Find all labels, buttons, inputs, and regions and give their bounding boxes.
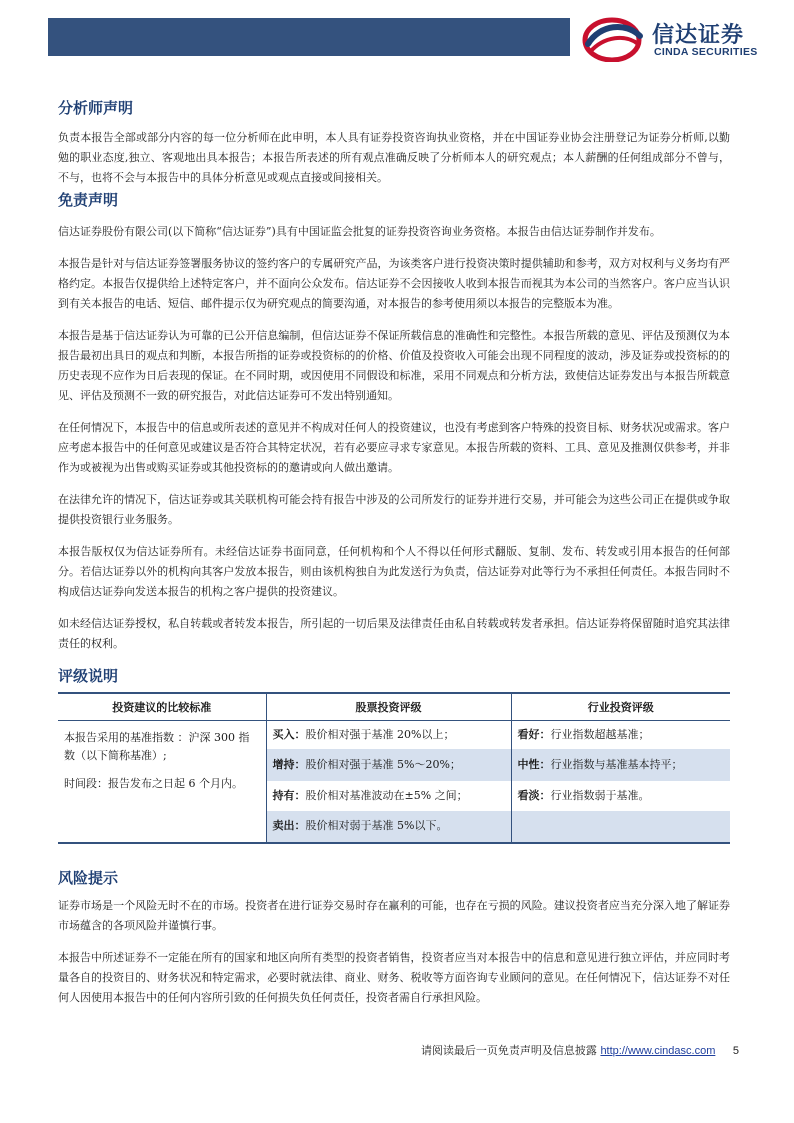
disclaimer-paragraph: 本报告版权仅为信达证券所有。未经信达证券书面同意，任何机构和个人不得以任何形式翻版、复制、发布、转发或引用本报告的任何部分。若信达证券以外的机构向其客户发放本报告，则由该机构独自为此发送行为负责，信达证券对此等行为不承担任何责任。本报告同时不构成信达证券向发送本报告的机构之客户提供的投资建议。 xyxy=(58,545,730,598)
disclaimer-paragraph: 信达证券股份有限公司(以下简称“信达证券”)具有中国证监会批复的证券投资咨询业务资格。本报告由信达证券制作并发布。 xyxy=(58,225,661,238)
disclaimer-paragraph: 在任何情况下，本报告中的信息或所表述的意见并不构成对任何人的投资建议，也没有考虑到客户特殊的投资目标、财务状况或需求。客户应考虑本报告中的任何意见或建议是否符合其特定状况，若有必要应寻求专家意见。本报告所载的资料、工具、意见及推测仅供参考，并非作为或被视为出售或购买证券或其他投资标的的邀请或向人做出邀请。 xyxy=(58,421,730,474)
disclaimer-paragraph: 如未经信达证券授权，私自转载或者转发本报告，所引起的一切后果及法律责任由私自转载或转发者承担。信达证券将保留随时追究其法律责任的权利。 xyxy=(58,617,730,650)
rating-basis-period: 时间段：报告发布之日起 6 个月内。 xyxy=(64,777,243,790)
risk-paragraph: 本报告中所述证券不一定能在所有的国家和地区向所有类型的投资者销售，投资者应当对本报告中的信息和意见进行独立评估，并应同时考量各自的投资目的、财务状况和特定需求，必要时就法律、商业、财务、税收等方面咨询专业顾问的意见。在任何情况下，信达证券不对任何人因使用本报告中的任何内容所引致的任何损失负任何责任，投资者需自行承担风险。 xyxy=(58,950,730,1004)
footer-notice: 请阅读最后一页免责声明及信息披露 xyxy=(420,1044,597,1057)
page-content xyxy=(58,96,730,1008)
logo-chinese-name: 信达证券 xyxy=(652,23,745,48)
company-logo xyxy=(582,14,782,62)
stock-rating-buy: 买入：股价相对强于基准 20%以上； xyxy=(266,721,511,749)
footer-website-link[interactable]: http://www.cindasc.com xyxy=(600,1045,716,1057)
industry-rating-negative: 看淡：行业指数弱于基准。 xyxy=(511,781,730,811)
stock-rating-hold: 持有：股价相对基准波动在±5% 之间； xyxy=(266,781,511,811)
disclaimer-paragraph: 在法律允许的情况下，信达证券或其关联机构可能会持有报告中涉及的公司所发行的证券并进行交易，并可能会为这些公司正在提供或争取提供投资银行业务服务。 xyxy=(58,493,730,526)
rating-basis-index: 本报告采用的基准指数 ：沪深 300 指数（以下简称基准）; xyxy=(64,731,250,762)
analyst-statement-text: 负责本报告全部或部分内容的每一位分析师在此申明，本人具有证券投资咨询执业资格，并在中国证券业协会注册登记为证券分析师,以勤勉的职业态度,独立、客观地出具本报告；本报告所表述的所有观点准确反映了分析师本人的研究观点；本人薪酬的任何组成部分不曾与，不与，也将不会与本报告中的具体分析意见或观点直接或间接相关。 xyxy=(58,131,730,184)
risk-paragraph: 证券市场是一个风险无时不在的市场。投资者在进行证券交易时存在赢利的可能，也存在亏损的风险。建议投资者应当充分深入地了解证券市场蕴含的各项风险并谨慎行事。 xyxy=(58,898,730,932)
industry-rating-neutral: 中性：行业指数与基准基本持平； xyxy=(511,749,730,781)
rating-table xyxy=(58,692,730,844)
page-number: 5 xyxy=(732,1045,739,1057)
industry-rating-positive: 看好：行业指数超越基准； xyxy=(511,721,730,749)
stock-rating-sell: 卖出：股价相对弱于基准 5%以下。 xyxy=(266,811,511,843)
page-footer xyxy=(421,1042,739,1058)
rating-header-industry: 行业投资评级 xyxy=(511,693,730,721)
rating-basis-cell xyxy=(58,721,266,843)
header-bar xyxy=(48,18,570,56)
analyst-statement-heading: 分析师声明 xyxy=(58,99,134,117)
logo-english-name: CINDA SECURITIES xyxy=(654,46,758,58)
industry-rating-empty xyxy=(511,811,730,843)
disclaimer-paragraph: 本报告是针对与信达证券签署服务协议的签约客户的专属研究产品，为该类客户进行投资决策时提供辅助和参考，双方对权利与义务均有严格约定。本报告仅提供给上述特定客户，并不面向公众发布。信达证券不会因接收人收到本报告而视其为本公司的当然客户。客户应当认识到有关本报告的电话、短信、邮件提示仅为研究观点的简要沟通，对本报告的参考使用须以本报告的完整版本为准。 xyxy=(58,257,730,310)
disclaimer-heading: 免责声明 xyxy=(58,191,119,209)
rating-header-stock: 股票投资评级 xyxy=(266,693,511,721)
rating-heading: 评级说明 xyxy=(58,667,119,685)
stock-rating-overweight: 增持：股价相对强于基准 5%～20%； xyxy=(266,749,511,781)
rating-header-basis: 投资建议的比较标准 xyxy=(58,693,266,721)
logo-swoosh-icon xyxy=(582,14,644,62)
risk-heading: 风险提示 xyxy=(58,868,119,887)
disclaimer-paragraph: 本报告是基于信达证券认为可靠的已公开信息编制，但信达证券不保证所载信息的准确性和完整性。本报告所载的意见、评估及预测仅为本报告最初出具日的观点和判断，本报告所指的证券或投资标的的价格、价值及投资收入可能会出现不同程度的波动，涉及证券或投资标的的历史表现不应作为日后表现的保证。在不同时期，或因使用不同假设和标准，采用不同观点和分析方法，致使信达证券发出与本报告所载意见、评估及预测不一致的研究报告，对此信达证券可不发出特别通知。 xyxy=(58,329,730,402)
